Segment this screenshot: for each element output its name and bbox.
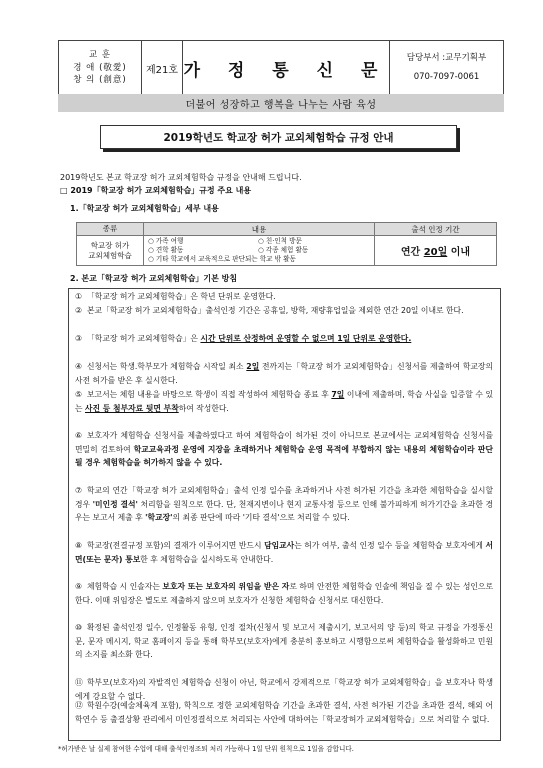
- rule-number: ⑦: [75, 486, 82, 495]
- school-slogan: 더불어 성장하고 행복을 나누는 사람 육성: [58, 94, 504, 112]
- rule-number: ⑧: [75, 541, 82, 550]
- rule-emphasis: 보호자 또는 보호자의 위임을 받은 자: [162, 582, 290, 591]
- rule-text: 신청서는 학생.학부모가 체험학습 시작일 최소: [87, 362, 247, 371]
- rule-text: 한 후 체험학습을 실시하도록 안내한다.: [140, 554, 274, 564]
- rule-number: ⑥: [75, 431, 82, 440]
- rule-item: [75, 332, 493, 346]
- issue-number: 제21호: [142, 41, 183, 95]
- rule-emphasis: 7일: [331, 390, 345, 399]
- field-trip-table: [76, 222, 497, 266]
- rule-text: 이내에 제출하며, 학습 사실을 입증할 수 있는: [75, 390, 493, 413]
- rule-text: 학부모(보호자)의 자발적인 체험학습 신청이 아닌, 학교에서 강제적으로「학교장 허가 교외체험학습」을 보호자나 학생에게 강요할 수 없다.: [75, 678, 493, 701]
- rule-text: 학교장(전결규정 포함)의 결재가 이루어지면 반드시: [87, 541, 265, 550]
- rule-text: 보고서는 체험 내용을 바탕으로 학생이 직접 작성하여 체험학습 종료 후: [87, 390, 332, 399]
- rule-text: 하여 작성한다.: [178, 403, 229, 413]
- activity-item: ○ 친·인척 방문: [258, 237, 302, 245]
- rule-number: ⑫: [75, 701, 83, 710]
- phone-number: 070-7097-0061: [413, 72, 480, 82]
- school-motto: [59, 41, 142, 95]
- activities-cell: [144, 236, 375, 266]
- period-cell: [375, 236, 497, 266]
- header-period: 출석 인정 기간: [375, 223, 497, 236]
- header-content: 내용: [144, 223, 375, 236]
- section-heading: □ 2019「학교장 허가 교외체험학습」규정 주요 내용: [60, 186, 252, 195]
- kind-line: 학교장 허가: [90, 240, 130, 250]
- motto-line: 창 의 (創意): [73, 75, 127, 86]
- rule-number: ④: [75, 362, 82, 371]
- activity-item: ○ 가족 여행: [148, 237, 184, 245]
- rule-item: [75, 484, 493, 525]
- activity-item: ○ 각종 체험 활동: [258, 246, 309, 254]
- rule-text: 한다.: [393, 334, 412, 343]
- intro-text: 2019학년도 본교 학교장 허가 교외체험학습 규정을 안내해 드립니다.: [60, 173, 302, 182]
- rule-text: 본교「학교장 허가 교외체험학습」출석인정 기간은 공휴일, 방학, 재량휴업일을 제외한 연간 20일 이내로 한다.: [87, 306, 464, 315]
- rule-text: 「학교장 허가 교외체험학습」은: [87, 334, 201, 343]
- table-row: [77, 236, 497, 266]
- newsletter-header: [58, 40, 504, 96]
- rule-emphasis: 사진 등 첨부자료 뒷면 부착: [85, 403, 179, 413]
- policy-box: [68, 288, 501, 741]
- rule-number: ②: [75, 306, 82, 315]
- department: 담당부서 :교무기획부: [406, 53, 487, 63]
- period-prefix: 연간: [400, 247, 424, 258]
- rule-text: 로 하며 안전한 체험학습 인솔에 책임을 질 수 있는 성인으로 한다. 이때 위임장은 별도로 제출하지 않으며 보호자가 신청한 체험학습 신청서로 대신한다.: [75, 582, 493, 605]
- period-days: 20일: [423, 247, 448, 258]
- rule-emphasis: '학교장': [145, 513, 173, 523]
- activity-item: ○ 견학 활동: [148, 246, 184, 254]
- activity-item: ○ 기타 학교에서 교육적으로 판단되는 학교 밖 활동: [148, 255, 296, 263]
- rule-text: 학원수강(예술체육계 포함), 학칙으로 정한 교외체험학습 기간을 초과한 결석, 사전 허가된 기간을 초과한 결석, 해외 어학연수 등 출결상황 관리에서 미인정결석으로 처리되는 사안에 대하여는「학교장허가 교외체험학습」으로 처리할 수 없다.: [75, 701, 493, 724]
- rule-emphasis: 시간 단위로 산정하여 운영할 수 없으며 1일 단위로 운영: [200, 334, 394, 343]
- rule-emphasis: 학교교육과정 운영에 지장을 초래하거나 체험학습 운영 목적에 부합하지 않는 내용의 체험학습이라 판단될 경우 체험학습을 허가하지 않을 수 있다.: [75, 444, 493, 468]
- rule-item: [75, 290, 493, 304]
- rule-emphasis: '미인정 결석': [92, 499, 138, 509]
- rule-item: [75, 388, 493, 415]
- rule-text: 의 최종 판단에 따라 '기타 결석'으로 처리할 수 있다.: [172, 513, 350, 523]
- rule-text: 체험학습 시 인솔자는: [87, 582, 163, 591]
- rule-text: 보호자가 체험학습 신청서를 제출하였다고 하여 체험학습이 허가된 것이 아니므로 본교에서는 교외체험학습 신청서를 면밀히 검토하여: [75, 431, 493, 454]
- rule-text: 는 허가 여부, 출석 인정 일수 등을 체험학습 보호자에게: [294, 541, 486, 550]
- rule-emphasis: 담임교사: [264, 541, 295, 550]
- rule-number: ③: [75, 334, 82, 343]
- kind-line: 교외체험학습: [88, 250, 132, 260]
- rule-number: ⑪: [75, 678, 83, 687]
- rule-text: 처리함을 원칙으로 한다. 단, 천재지변이나 현지 교통사정 등으로 인해 불가피하게 허가기간을 초과한 경우는 보고서 제출 후: [75, 499, 494, 523]
- contact-info: [390, 41, 504, 95]
- motto-line: 경 애 (敬愛): [73, 62, 127, 73]
- rule-emphasis: 2일: [246, 362, 260, 371]
- subsection-heading-2: 2. 본교「학교장 허가 교외체험학습」기본 방침: [70, 274, 238, 283]
- rule-item: [75, 429, 493, 470]
- rule-number: ⑨: [75, 582, 82, 591]
- rule-item: [75, 304, 493, 318]
- table-header-row: [77, 223, 497, 236]
- rule-number: ①: [75, 292, 82, 301]
- subsection-heading-1: 1.「학교장 허가 교외체험학습」세부 내용: [70, 204, 219, 213]
- rule-item: [75, 360, 493, 387]
- motto-line: 교 훈: [88, 50, 112, 61]
- period-suffix: 이내: [447, 247, 471, 258]
- rule-text: 학교의 연간「학교장 허가 교외체험학습」출석 인정 일수를 초과하거나 사전 허가된 기간을 초과한 체험학습을 실시할 경우: [75, 486, 493, 509]
- rule-item: [75, 621, 493, 662]
- rule-number: ⑩: [75, 623, 82, 632]
- header-kind: 종류: [77, 223, 144, 236]
- newsletter-title: 가 정 통 신 문: [183, 41, 390, 95]
- rule-text: 「학교장 허가 교외체험학습」은 학년 단위로 운영한다.: [87, 292, 276, 301]
- rule-item: [75, 580, 493, 607]
- rule-text: 확정된 출석인정 일수, 인정활동 유형, 인정 절차(신청서 및 보고서 제출시기, 보고서의 양 등)의 학교 규정을 가정통신문, 문자 메시지, 학교 홈페이지 등을 통해 학부모(보호자)에게 충분히 홍보하고 시행함으로써 체험학습을 활성화하고 민원의 소지를 최소화 한다.: [75, 623, 493, 660]
- rule-item: [75, 699, 493, 726]
- rule-emphasis: 서면(또는 문자) 통보: [75, 541, 493, 564]
- rule-item: [75, 539, 493, 566]
- rule-text: 전까지는「학교장 허가 교외체험학습」신청서를 제출하여 학교장의 사전 허가를 받은 후 실시한다.: [75, 362, 493, 385]
- footnote: *허가받은 날 실제 참여한 수업에 대해 출석인정조퇴 처리 가능하나 1일 단위 원칙으로 1일을 감합니다.: [58, 745, 354, 753]
- kind-cell: [77, 236, 144, 266]
- rule-number: ⑤: [75, 390, 82, 399]
- page-title: 2019학년도 학교장 허가 교외체험학습 규정 안내: [100, 125, 457, 149]
